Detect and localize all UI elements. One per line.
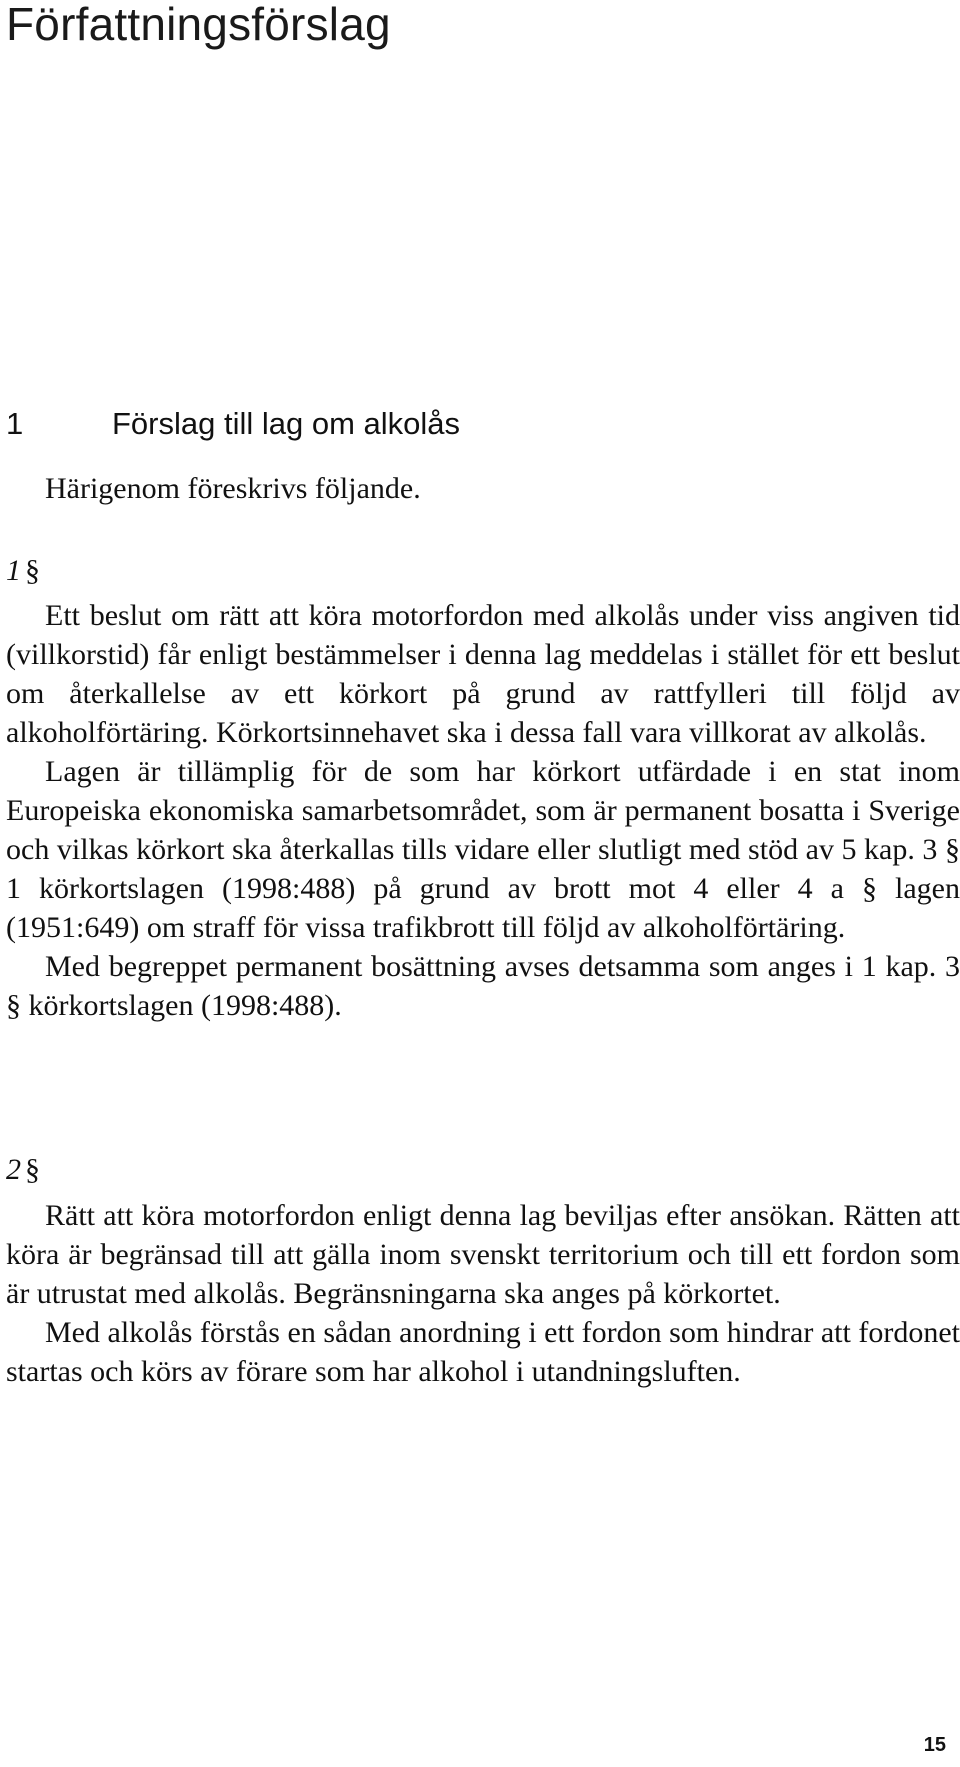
- section-2-number: 2: [6, 1153, 21, 1186]
- paragraph: Rätt att köra motorfordon enligt denna lag beviljas efter ansökan. Rätten att köra är begränsad till att gälla inom svenskt territorium och till ett fordon som är utrustat med alkolås. Begränsningarna ska anges på körkortet.: [6, 1199, 960, 1310]
- section-2-body: [6, 1196, 960, 1391]
- section-sign: §: [25, 1153, 40, 1186]
- section-1-body: [6, 596, 960, 1025]
- paragraph: Lagen är tillämplig för de som har körkort utfärdade i en stat inom Europeiska ekonomiska samarbetsområdet, som är permanent bosatta i Sverige och vilkas körkort ska återkallas tills vidare eller slutligt med stöd av 5 kap. 3 § 1 körkortslagen (1998:488) på grund av brott mot 4 eller 4 a § lagen (1951:649) om straff för vissa trafikbrott till följd av alkoholförtäring.: [6, 755, 960, 944]
- intro-text: Härigenom föreskrivs följande.: [45, 472, 421, 505]
- page-number: 15: [923, 1734, 946, 1756]
- chapter-heading: [6, 402, 460, 446]
- section-sign: §: [25, 554, 40, 587]
- paragraph: Med begreppet permanent bosättning avses detsamma som anges i 1 kap. 3 § körkortslagen (1998:488).: [6, 950, 960, 1022]
- section-2-label: [6, 1150, 40, 1189]
- paragraph: Med alkolås förstås en sådan anordning i ett fordon som hindrar att fordonet startas och körs av förare som har alkohol i utandningsluften.: [6, 1316, 960, 1388]
- section-1-label: [6, 551, 40, 590]
- chapter-title: Förslag till lag om alkolås: [112, 406, 461, 441]
- page-title: Författningsförslag: [6, 0, 391, 50]
- section-1-number: 1: [6, 554, 21, 587]
- paragraph: Ett beslut om rätt att köra motorfordon med alkolås under viss angiven tid (villkorstid) får enligt bestämmelser i denna lag meddelas i stället för ett beslut om återkallelse av ett körkort på grund av rattfylleri till följd av alkoholförtäring. Körkortsinnehavet ska i dessa fall vara villkorat av alkolås.: [6, 599, 960, 749]
- chapter-number: 1: [6, 406, 24, 441]
